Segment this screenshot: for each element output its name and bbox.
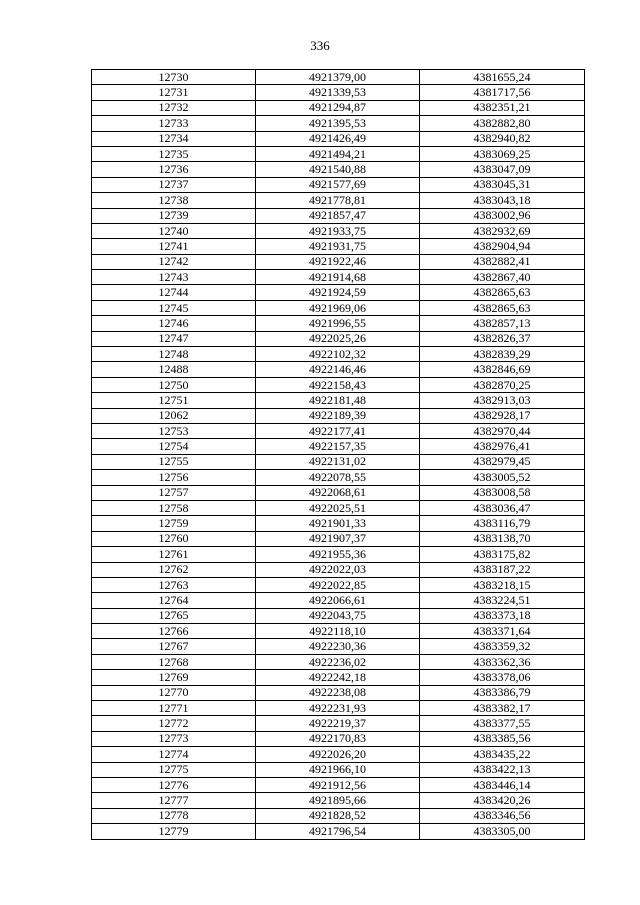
- y-coordinate-cell: 4383435,22: [420, 747, 585, 762]
- table-row: [92, 423, 585, 438]
- y-coordinate-cell: 4383224,51: [420, 593, 585, 608]
- point-number-cell: 12746: [92, 316, 256, 331]
- y-coordinate-cell: 4382979,45: [420, 454, 585, 469]
- x-coordinate-cell: 4921379,00: [256, 70, 420, 85]
- table-row: [92, 747, 585, 762]
- table-row: [92, 316, 585, 331]
- point-number-cell: 12764: [92, 593, 256, 608]
- table-row: [92, 762, 585, 777]
- point-number-cell: 12767: [92, 639, 256, 654]
- table-row: [92, 716, 585, 731]
- y-coordinate-cell: 4382865,63: [420, 285, 585, 300]
- point-number-cell: 12744: [92, 285, 256, 300]
- point-number-cell: 12488: [92, 362, 256, 377]
- point-number-cell: 12741: [92, 239, 256, 254]
- point-number-cell: 12768: [92, 654, 256, 669]
- table-row: [92, 223, 585, 238]
- table-row: [92, 362, 585, 377]
- table-row: [92, 85, 585, 100]
- y-coordinate-cell: 4382882,41: [420, 254, 585, 269]
- table-row: [92, 639, 585, 654]
- table-row: [92, 146, 585, 161]
- x-coordinate-cell: 4921901,33: [256, 516, 420, 531]
- point-number-cell: 12777: [92, 793, 256, 808]
- x-coordinate-cell: 4921895,66: [256, 793, 420, 808]
- point-number-cell: 12765: [92, 608, 256, 623]
- x-coordinate-cell: 4922118,10: [256, 624, 420, 639]
- table-row: [92, 162, 585, 177]
- point-number-cell: 12747: [92, 331, 256, 346]
- table-row: [92, 254, 585, 269]
- y-coordinate-cell: 4383218,15: [420, 577, 585, 592]
- x-coordinate-cell: 4922189,39: [256, 408, 420, 423]
- point-number-cell: 12756: [92, 470, 256, 485]
- x-coordinate-cell: 4921294,87: [256, 100, 420, 115]
- point-number-cell: 12737: [92, 177, 256, 192]
- point-number-cell: 12760: [92, 531, 256, 546]
- coordinates-table: [91, 69, 585, 840]
- point-number-cell: 12769: [92, 670, 256, 685]
- y-coordinate-cell: 4383069,25: [420, 146, 585, 161]
- x-coordinate-cell: 4922170,83: [256, 731, 420, 746]
- x-coordinate-cell: 4922219,37: [256, 716, 420, 731]
- y-coordinate-cell: 4382857,13: [420, 316, 585, 331]
- x-coordinate-cell: 4921914,68: [256, 270, 420, 285]
- y-coordinate-cell: 4383187,22: [420, 562, 585, 577]
- y-coordinate-cell: 4383385,56: [420, 731, 585, 746]
- x-coordinate-cell: 4921969,06: [256, 300, 420, 315]
- table-row: [92, 408, 585, 423]
- y-coordinate-cell: 4381655,24: [420, 70, 585, 85]
- y-coordinate-cell: 4381717,56: [420, 85, 585, 100]
- point-number-cell: 12733: [92, 116, 256, 131]
- page-number: 336: [310, 38, 330, 53]
- x-coordinate-cell: 4922242,18: [256, 670, 420, 685]
- table-row: [92, 177, 585, 192]
- point-number-cell: 12766: [92, 624, 256, 639]
- table-row: [92, 531, 585, 546]
- x-coordinate-cell: 4922236,02: [256, 654, 420, 669]
- table-row: [92, 100, 585, 115]
- x-coordinate-cell: 4921540,88: [256, 162, 420, 177]
- table-row: [92, 454, 585, 469]
- point-number-cell: 12763: [92, 577, 256, 592]
- y-coordinate-cell: 4383305,00: [420, 824, 585, 839]
- x-coordinate-cell: 4922022,03: [256, 562, 420, 577]
- x-coordinate-cell: 4922043,75: [256, 608, 420, 623]
- y-coordinate-cell: 4383359,32: [420, 639, 585, 654]
- point-number-cell: 12759: [92, 516, 256, 531]
- x-coordinate-cell: 4922177,41: [256, 423, 420, 438]
- table-row: [92, 731, 585, 746]
- x-coordinate-cell: 4921494,21: [256, 146, 420, 161]
- y-coordinate-cell: 4383371,64: [420, 624, 585, 639]
- x-coordinate-cell: 4921577,69: [256, 177, 420, 192]
- table-row: [92, 470, 585, 485]
- table-row: [92, 685, 585, 700]
- x-coordinate-cell: 4922066,61: [256, 593, 420, 608]
- y-coordinate-cell: 4383036,47: [420, 500, 585, 515]
- x-coordinate-cell: 4922022,85: [256, 577, 420, 592]
- point-number-cell: 12762: [92, 562, 256, 577]
- y-coordinate-cell: 4383005,52: [420, 470, 585, 485]
- y-coordinate-cell: 4382976,41: [420, 439, 585, 454]
- x-coordinate-cell: 4922102,32: [256, 347, 420, 362]
- y-coordinate-cell: 4382826,37: [420, 331, 585, 346]
- y-coordinate-cell: 4382904,94: [420, 239, 585, 254]
- table-row: [92, 608, 585, 623]
- table-row: [92, 439, 585, 454]
- x-coordinate-cell: 4922157,35: [256, 439, 420, 454]
- x-coordinate-cell: 4922026,20: [256, 747, 420, 762]
- table-row: [92, 331, 585, 346]
- point-number-cell: 12771: [92, 701, 256, 716]
- point-number-cell: 12734: [92, 131, 256, 146]
- point-number-cell: 12761: [92, 547, 256, 562]
- point-number-cell: 12775: [92, 762, 256, 777]
- y-coordinate-cell: 4383045,31: [420, 177, 585, 192]
- x-coordinate-cell: 4922025,51: [256, 500, 420, 515]
- y-coordinate-cell: 4382882,80: [420, 116, 585, 131]
- table-row: [92, 624, 585, 639]
- x-coordinate-cell: 4921922,46: [256, 254, 420, 269]
- y-coordinate-cell: 4383043,18: [420, 193, 585, 208]
- y-coordinate-cell: 4382870,25: [420, 377, 585, 392]
- x-coordinate-cell: 4922181,48: [256, 393, 420, 408]
- table-row: [92, 654, 585, 669]
- x-coordinate-cell: 4922146,46: [256, 362, 420, 377]
- table-row: [92, 516, 585, 531]
- table-row: [92, 377, 585, 392]
- y-coordinate-cell: 4382913,03: [420, 393, 585, 408]
- y-coordinate-cell: 4382846,69: [420, 362, 585, 377]
- x-coordinate-cell: 4922131,02: [256, 454, 420, 469]
- point-number-cell: 12730: [92, 70, 256, 85]
- point-number-cell: 12743: [92, 270, 256, 285]
- point-number-cell: 12738: [92, 193, 256, 208]
- point-number-cell: 12751: [92, 393, 256, 408]
- table-row: [92, 347, 585, 362]
- y-coordinate-cell: 4383362,36: [420, 654, 585, 669]
- x-coordinate-cell: 4921912,56: [256, 777, 420, 792]
- table-row: [92, 808, 585, 823]
- table-row: [92, 208, 585, 223]
- x-coordinate-cell: 4921339,53: [256, 85, 420, 100]
- x-coordinate-cell: 4921778,81: [256, 193, 420, 208]
- y-coordinate-cell: 4383116,79: [420, 516, 585, 531]
- table-row: [92, 793, 585, 808]
- table-row: [92, 270, 585, 285]
- y-coordinate-cell: 4383378,06: [420, 670, 585, 685]
- y-coordinate-cell: 4382970,44: [420, 423, 585, 438]
- x-coordinate-cell: 4922231,93: [256, 701, 420, 716]
- point-number-cell: 12772: [92, 716, 256, 731]
- point-number-cell: 12753: [92, 423, 256, 438]
- x-coordinate-cell: 4921996,55: [256, 316, 420, 331]
- point-number-cell: 12770: [92, 685, 256, 700]
- point-number-cell: 12774: [92, 747, 256, 762]
- y-coordinate-cell: 4383382,17: [420, 701, 585, 716]
- table-row: [92, 562, 585, 577]
- table-row: [92, 777, 585, 792]
- x-coordinate-cell: 4921955,36: [256, 547, 420, 562]
- table-row: [92, 193, 585, 208]
- point-number-cell: 12731: [92, 85, 256, 100]
- y-coordinate-cell: 4383138,70: [420, 531, 585, 546]
- point-number-cell: 12745: [92, 300, 256, 315]
- y-coordinate-cell: 4382928,17: [420, 408, 585, 423]
- point-number-cell: 12736: [92, 162, 256, 177]
- x-coordinate-cell: 4921907,37: [256, 531, 420, 546]
- y-coordinate-cell: 4382839,29: [420, 347, 585, 362]
- point-number-cell: 12779: [92, 824, 256, 839]
- y-coordinate-cell: 4383175,82: [420, 547, 585, 562]
- y-coordinate-cell: 4383373,18: [420, 608, 585, 623]
- table-row: [92, 824, 585, 839]
- y-coordinate-cell: 4383386,79: [420, 685, 585, 700]
- x-coordinate-cell: 4921924,59: [256, 285, 420, 300]
- table-row: [92, 593, 585, 608]
- table-row: [92, 485, 585, 500]
- x-coordinate-cell: 4922238,08: [256, 685, 420, 700]
- y-coordinate-cell: 4382351,21: [420, 100, 585, 115]
- x-coordinate-cell: 4921933,75: [256, 223, 420, 238]
- y-coordinate-cell: 4383377,55: [420, 716, 585, 731]
- point-number-cell: 12735: [92, 146, 256, 161]
- y-coordinate-cell: 4382940,82: [420, 131, 585, 146]
- x-coordinate-cell: 4921931,75: [256, 239, 420, 254]
- table-row: [92, 547, 585, 562]
- y-coordinate-cell: 4382867,40: [420, 270, 585, 285]
- coordinates-table-body: [92, 70, 585, 840]
- x-coordinate-cell: 4921828,52: [256, 808, 420, 823]
- y-coordinate-cell: 4383047,09: [420, 162, 585, 177]
- table-row: [92, 70, 585, 85]
- table-row: [92, 670, 585, 685]
- point-number-cell: 12732: [92, 100, 256, 115]
- y-coordinate-cell: 4383002,96: [420, 208, 585, 223]
- point-number-cell: 12755: [92, 454, 256, 469]
- y-coordinate-cell: 4382865,63: [420, 300, 585, 315]
- x-coordinate-cell: 4922158,43: [256, 377, 420, 392]
- x-coordinate-cell: 4921426,49: [256, 131, 420, 146]
- table-row: [92, 393, 585, 408]
- point-number-cell: 12757: [92, 485, 256, 500]
- x-coordinate-cell: 4921857,47: [256, 208, 420, 223]
- x-coordinate-cell: 4921966,10: [256, 762, 420, 777]
- point-number-cell: 12739: [92, 208, 256, 223]
- point-number-cell: 12778: [92, 808, 256, 823]
- point-number-cell: 12754: [92, 439, 256, 454]
- x-coordinate-cell: 4921796,54: [256, 824, 420, 839]
- y-coordinate-cell: 4383446,14: [420, 777, 585, 792]
- table-row: [92, 500, 585, 515]
- point-number-cell: 12750: [92, 377, 256, 392]
- table-row: [92, 116, 585, 131]
- y-coordinate-cell: 4383422,13: [420, 762, 585, 777]
- table-row: [92, 701, 585, 716]
- point-number-cell: 12748: [92, 347, 256, 362]
- point-number-cell: 12742: [92, 254, 256, 269]
- x-coordinate-cell: 4922078,55: [256, 470, 420, 485]
- point-number-cell: 12062: [92, 408, 256, 423]
- x-coordinate-cell: 4922025,26: [256, 331, 420, 346]
- x-coordinate-cell: 4921395,53: [256, 116, 420, 131]
- x-coordinate-cell: 4922230,36: [256, 639, 420, 654]
- point-number-cell: 12758: [92, 500, 256, 515]
- table-row: [92, 285, 585, 300]
- y-coordinate-cell: 4383008,58: [420, 485, 585, 500]
- y-coordinate-cell: 4383346,56: [420, 808, 585, 823]
- point-number-cell: 12773: [92, 731, 256, 746]
- table-row: [92, 131, 585, 146]
- table-row: [92, 577, 585, 592]
- point-number-cell: 12740: [92, 223, 256, 238]
- x-coordinate-cell: 4922068,61: [256, 485, 420, 500]
- table-row: [92, 239, 585, 254]
- point-number-cell: 12776: [92, 777, 256, 792]
- table-row: [92, 300, 585, 315]
- y-coordinate-cell: 4383420,26: [420, 793, 585, 808]
- y-coordinate-cell: 4382932,69: [420, 223, 585, 238]
